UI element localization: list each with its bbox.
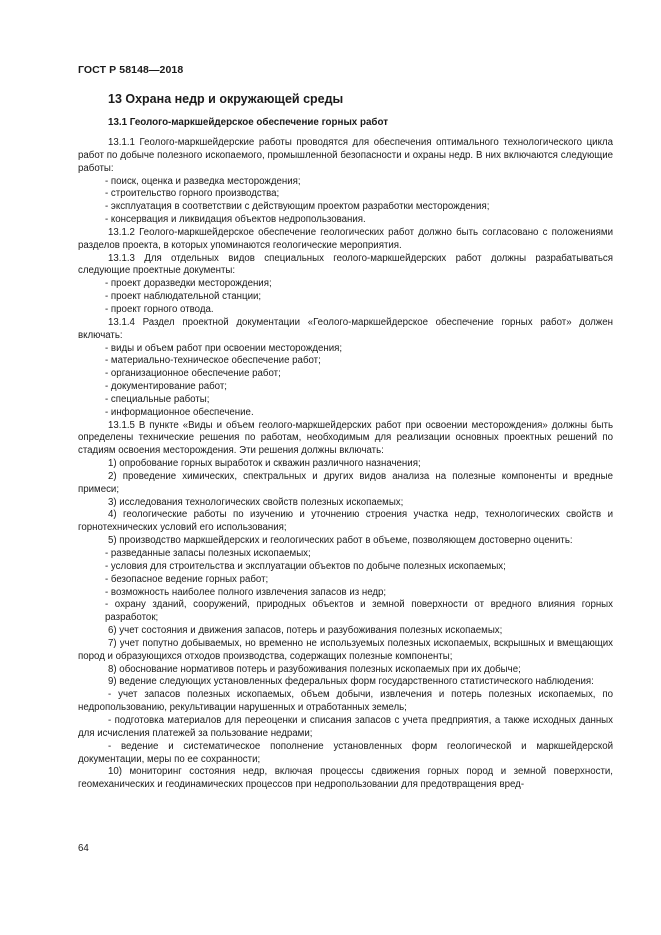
section-title: 13 Охрана недр и окружающей среды	[108, 92, 344, 106]
paragraph: - ведение и систематическое пополнение установленных форм геологической и маркшейдерской документации, меры по ее сохранности;	[78, 740, 613, 765]
body-text	[78, 137, 613, 792]
paragraph: 5) производство маркшейдерских и геологических работ в объеме, позволяющем достоверно оценить:	[108, 535, 573, 547]
paragraph: 6) учет состояния и движения запасов, потерь и разубоживания полезных ископаемых;	[108, 625, 503, 637]
paragraph: 7) учет попутно добываемых, но временно не используемых полезных ископаемых, вскрышных и вмещающих пород и образующихся отходов производства, содержащих полезные компоненты;	[78, 637, 613, 662]
paragraph: 10) мониторинг состояния недр, включая процессы сдвижения горных пород и земной поверхности, геомеханических и геодинамических процессов при недропользовании для предотвращения вред-	[78, 766, 613, 791]
list-item: - виды и объем работ при освоении месторождения;	[105, 342, 343, 354]
paragraph: 13.1.4 Раздел проектной документации «Геолого-маркшейдерское обеспечение горных работ» должен включать:	[78, 316, 613, 341]
list-item: - поиск, оценка и разведка месторождения;	[105, 175, 301, 187]
paragraph: 3) исследования технологических свойств полезных ископаемых;	[108, 496, 404, 508]
list-item: - материально-техническое обеспечение работ;	[105, 355, 321, 367]
paragraph: 13.1.5 В пункте «Виды и объем геолого-маркшейдерских работ при освоении месторождения» должны быть определены технические решения по работам, необходимым для реализации основных проектных решений по стадиям освоения месторождения. Эти решения должны включать:	[78, 419, 613, 457]
list-item: - организационное обеспечение работ;	[105, 368, 281, 380]
page-number: 64	[78, 843, 89, 854]
subsection-title: 13.1 Геолого-маркшейдерское обеспечение горных работ	[108, 117, 388, 128]
list-item: - эксплуатация в соответствии с действующим проектом разработки месторождения;	[105, 201, 490, 213]
list-item: - проект горного отвода.	[105, 303, 214, 315]
list-item: - специальные работы;	[105, 393, 210, 405]
paragraph: 13.1.1 Геолого-маркшейдерские работы проводятся для обеспечения оптимального технологического цикла работ по добыче полезного ископаемого, промышленной безопасности и охраны недр. В них включаются следующие работы:	[78, 137, 613, 174]
paragraph: 4) геологические работы по изучению и уточнению строения участка недр, технологических свойств и горнотехнических условий его использования;	[78, 509, 613, 534]
paragraph: 1) опробование горных выработок и скважин различного назначения;	[108, 458, 421, 470]
paragraph: - учет запасов полезных ископаемых, объем добычи, извлечения и потерь полезных ископаемых, по недропользованию, рекультивации нарушенных и отработанных земель;	[78, 689, 613, 714]
list-item: - строительство горного производства;	[105, 188, 280, 200]
paragraph: 13.1.2 Геолого-маркшейдерское обеспечение геологических работ должно быть согласовано с положениями разделов проекта, в которых упоминаются геологические мероприятия.	[78, 226, 613, 251]
paragraph: - подготовка материалов для переоценки и списания запасов с учета предприятия, а также исходных данных для исчисления платежей за пользование недрами;	[78, 714, 613, 739]
paragraph: 2) проведение химических, спектральных и других видов анализа на полезные компоненты и вредные примеси;	[78, 470, 613, 495]
paragraph: 13.1.3 Для отдельных видов специальных геолого-маркшейдерских работ должны разрабатываться следующие проектные документы:	[78, 252, 613, 277]
list-item: - информационное обеспечение.	[105, 406, 254, 418]
list-item: - разведанные запасы полезных ископаемых;	[105, 548, 311, 559]
standard-header: ГОСТ Р 58148—2018	[78, 64, 184, 76]
list-item: - проект доразведки месторождения;	[105, 278, 272, 290]
list-item: - охрану зданий, сооружений, природных объектов и земной поверхности от вредного влияния горных разработок;	[105, 599, 613, 624]
paragraph: 8) обоснование нормативов потерь и разубоживания полезных ископаемых при их добыче;	[108, 663, 521, 675]
paragraph: 9) ведение следующих установленных федеральных форм государственного статистического наблюдения:	[108, 676, 594, 688]
list-item: - безопасное ведение горных работ;	[105, 573, 269, 585]
list-item: - документирование работ;	[105, 381, 227, 393]
list-item: - условия для строительства и эксплуатации объектов по добыче полезных ископаемых;	[105, 560, 506, 572]
list-item: - проект наблюдательной станции;	[105, 291, 262, 303]
list-item: - возможность наиболее полного извлечения запасов из недр;	[105, 586, 387, 598]
list-item: - консервация и ликвидация объектов недропользования.	[105, 214, 366, 226]
